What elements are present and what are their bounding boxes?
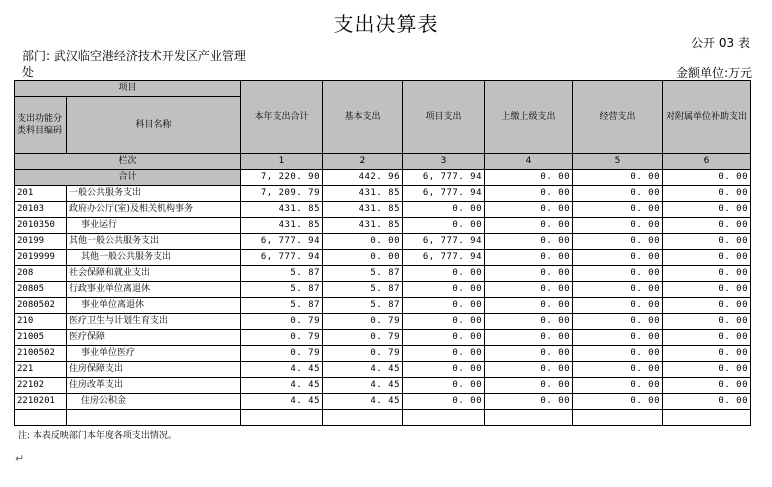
subject-name-cell: 住房公积金 [67,394,241,410]
subject-code-cell: 208 [15,266,67,282]
column-number: 5 [573,154,663,170]
amount-cell: 0. 00 [485,346,573,362]
total-label: 合计 [15,170,241,186]
subject-code-cell: 2210201 [15,394,67,410]
subject-name-cell: 政府办公厅(室)及相关机构事务 [67,202,241,218]
amount-cell: 6, 777. 94 [241,234,323,250]
amount-cell: 0. 00 [573,186,663,202]
paragraph-mark-icon: ↵ [15,452,25,465]
empty-cell [15,410,67,426]
total-cell: 442. 96 [323,170,403,186]
header-subject-name: 科目名称 [67,97,241,154]
empty-cell [403,410,485,426]
amount-cell: 0. 00 [663,314,751,330]
empty-cell [573,410,663,426]
amount-cell: 0. 00 [573,362,663,378]
amount-cell: 0. 00 [573,218,663,234]
amount-cell: 0. 00 [485,218,573,234]
subject-code-cell: 22102 [15,378,67,394]
amount-cell: 0. 00 [485,330,573,346]
amount-cell: 0. 00 [403,218,485,234]
subject-name-cell: 事业运行 [67,218,241,234]
amount-cell: 4. 45 [241,394,323,410]
amount-cell: 6, 777. 94 [403,250,485,266]
amount-cell: 0. 00 [403,202,485,218]
amount-cell: 0. 00 [573,378,663,394]
subject-code-cell: 2019999 [15,250,67,266]
empty-cell [485,410,573,426]
amount-cell: 0. 00 [663,394,751,410]
header-project-expenditure: 项目支出 [403,81,485,154]
column-number: 1 [241,154,323,170]
amount-cell: 0. 00 [573,346,663,362]
subject-name-cell: 医疗卫生与计划生育支出 [67,314,241,330]
amount-cell: 0. 00 [403,362,485,378]
amount-cell: 5. 87 [323,282,403,298]
header-operation: 经营支出 [573,81,663,154]
amount-cell: 431. 85 [323,186,403,202]
amount-cell: 5. 87 [323,298,403,314]
table-row [15,234,751,250]
subject-name-cell: 医疗保障 [67,330,241,346]
amount-cell: 0. 00 [403,298,485,314]
total-cell: 6, 777. 94 [403,170,485,186]
amount-cell: 0. 00 [663,362,751,378]
table-row [15,250,751,266]
amount-cell: 0. 00 [573,394,663,410]
empty-cell [663,410,751,426]
table-row [15,282,751,298]
amount-cell: 4. 45 [241,362,323,378]
amount-cell: 0. 00 [403,346,485,362]
header-upper-payment: 上缴上级支出 [485,81,573,154]
amount-cell: 4. 45 [323,394,403,410]
amount-cell: 0. 00 [403,314,485,330]
amount-cell: 0. 00 [573,234,663,250]
header-row-project [15,81,751,97]
total-cell: 7, 220. 90 [241,170,323,186]
empty-cell [241,410,323,426]
subject-name-cell: 事业单位离退休 [67,298,241,314]
amount-cell: 0. 00 [573,250,663,266]
table-row [15,314,751,330]
amount-cell: 0. 00 [573,298,663,314]
amount-cell: 5. 87 [241,282,323,298]
amount-cell: 0. 00 [663,378,751,394]
amount-cell: 0. 00 [485,234,573,250]
table-row [15,186,751,202]
amount-cell: 0. 00 [573,314,663,330]
table-row [15,394,751,410]
amount-cell: 7, 209. 79 [241,186,323,202]
amount-cell: 5. 87 [241,298,323,314]
column-number: 3 [403,154,485,170]
subject-code-cell: 20199 [15,234,67,250]
amount-cell: 5. 87 [323,266,403,282]
amount-cell: 431. 85 [323,202,403,218]
table-row [15,346,751,362]
form-number: 公开 03 表 [691,36,750,50]
amount-unit-label: 金额单位:万元 [675,66,752,80]
amount-cell: 0. 00 [485,250,573,266]
amount-cell: 0. 00 [573,330,663,346]
subject-code-cell: 2010350 [15,218,67,234]
subject-name-cell: 其他一般公共服务支出 [67,250,241,266]
column-number-label: 栏次 [15,154,241,170]
amount-cell: 0. 00 [663,298,751,314]
amount-cell: 6, 777. 94 [403,234,485,250]
amount-cell: 0. 00 [663,330,751,346]
empty-row [15,410,751,426]
subject-name-cell: 住房保障支出 [67,362,241,378]
empty-cell [323,410,403,426]
table-row [15,378,751,394]
column-number: 4 [485,154,573,170]
page-title: 支出决算表 [333,12,439,36]
header-project: 项目 [15,81,241,97]
subject-code-cell: 21005 [15,330,67,346]
department-label: 部门: 武汉临空港经济技术开发区产业管理处 [22,49,246,79]
table-row [15,362,751,378]
amount-cell: 6, 777. 94 [241,250,323,266]
amount-cell: 0. 00 [663,282,751,298]
subject-code-cell: 221 [15,362,67,378]
amount-cell: 0. 00 [485,202,573,218]
amount-cell: 0. 00 [485,362,573,378]
amount-cell: 0. 00 [663,346,751,362]
amount-cell: 0. 79 [323,346,403,362]
column-number: 2 [323,154,403,170]
amount-cell: 0. 00 [485,314,573,330]
subject-code-cell: 201 [15,186,67,202]
total-cell: 0. 00 [485,170,573,186]
table-row [15,202,751,218]
table-row [15,266,751,282]
amount-cell: 0. 00 [663,186,751,202]
subject-code-cell: 210 [15,314,67,330]
amount-cell: 0. 79 [323,314,403,330]
subject-code-cell: 20805 [15,282,67,298]
amount-cell: 0. 00 [485,186,573,202]
header-total: 本年支出合计 [241,81,323,154]
footnote: 注: 本表反映部门本年度各项支出情况。 [18,431,177,441]
amount-cell: 0. 00 [403,330,485,346]
amount-cell: 431. 85 [323,218,403,234]
amount-cell: 0. 00 [403,378,485,394]
amount-cell: 0. 79 [241,330,323,346]
header-subsidy: 对附属单位补助支出 [663,81,751,154]
amount-cell: 0. 00 [663,250,751,266]
subject-name-cell: 社会保障和就业支出 [67,266,241,282]
amount-cell: 4. 45 [323,362,403,378]
column-number: 6 [663,154,751,170]
subject-name-cell: 行政事业单位离退休 [67,282,241,298]
amount-cell: 4. 45 [323,378,403,394]
subject-name-cell: 其他一般公共服务支出 [67,234,241,250]
amount-cell: 5. 87 [241,266,323,282]
amount-cell: 0. 00 [485,266,573,282]
table-row [15,298,751,314]
subject-code-cell: 20103 [15,202,67,218]
empty-cell [67,410,241,426]
table-row [15,218,751,234]
total-cell: 0. 00 [573,170,663,186]
subject-code-cell: 2100502 [15,346,67,362]
amount-cell: 431. 85 [241,202,323,218]
amount-cell: 0. 79 [241,314,323,330]
amount-cell: 6, 777. 94 [403,186,485,202]
amount-cell: 0. 00 [485,378,573,394]
expenditure-table [14,80,751,426]
amount-cell: 0. 00 [403,282,485,298]
amount-cell: 0. 00 [323,250,403,266]
subject-name-cell: 事业单位医疗 [67,346,241,362]
subject-name-cell: 住房改革支出 [67,378,241,394]
amount-cell: 0. 00 [573,282,663,298]
amount-cell: 0. 00 [323,234,403,250]
amount-cell: 0. 00 [663,266,751,282]
total-cell: 0. 00 [663,170,751,186]
amount-cell: 0. 00 [573,266,663,282]
amount-cell: 0. 00 [663,218,751,234]
table-row [15,330,751,346]
amount-cell: 431. 85 [241,218,323,234]
amount-cell: 0. 00 [663,202,751,218]
amount-cell: 0. 00 [485,394,573,410]
amount-cell: 0. 79 [323,330,403,346]
header-subject-code: 支出功能分类科目编码 [15,97,67,154]
amount-cell: 0. 00 [485,298,573,314]
subject-name-cell: 一般公共服务支出 [67,186,241,202]
amount-cell: 4. 45 [241,378,323,394]
total-row [15,170,751,186]
amount-cell: 0. 79 [241,346,323,362]
amount-cell: 0. 00 [403,394,485,410]
column-number-row [15,154,751,170]
amount-cell: 0. 00 [485,282,573,298]
subject-code-cell: 2080502 [15,298,67,314]
amount-cell: 0. 00 [403,266,485,282]
amount-cell: 0. 00 [573,202,663,218]
amount-cell: 0. 00 [663,234,751,250]
header-basic: 基本支出 [323,81,403,154]
